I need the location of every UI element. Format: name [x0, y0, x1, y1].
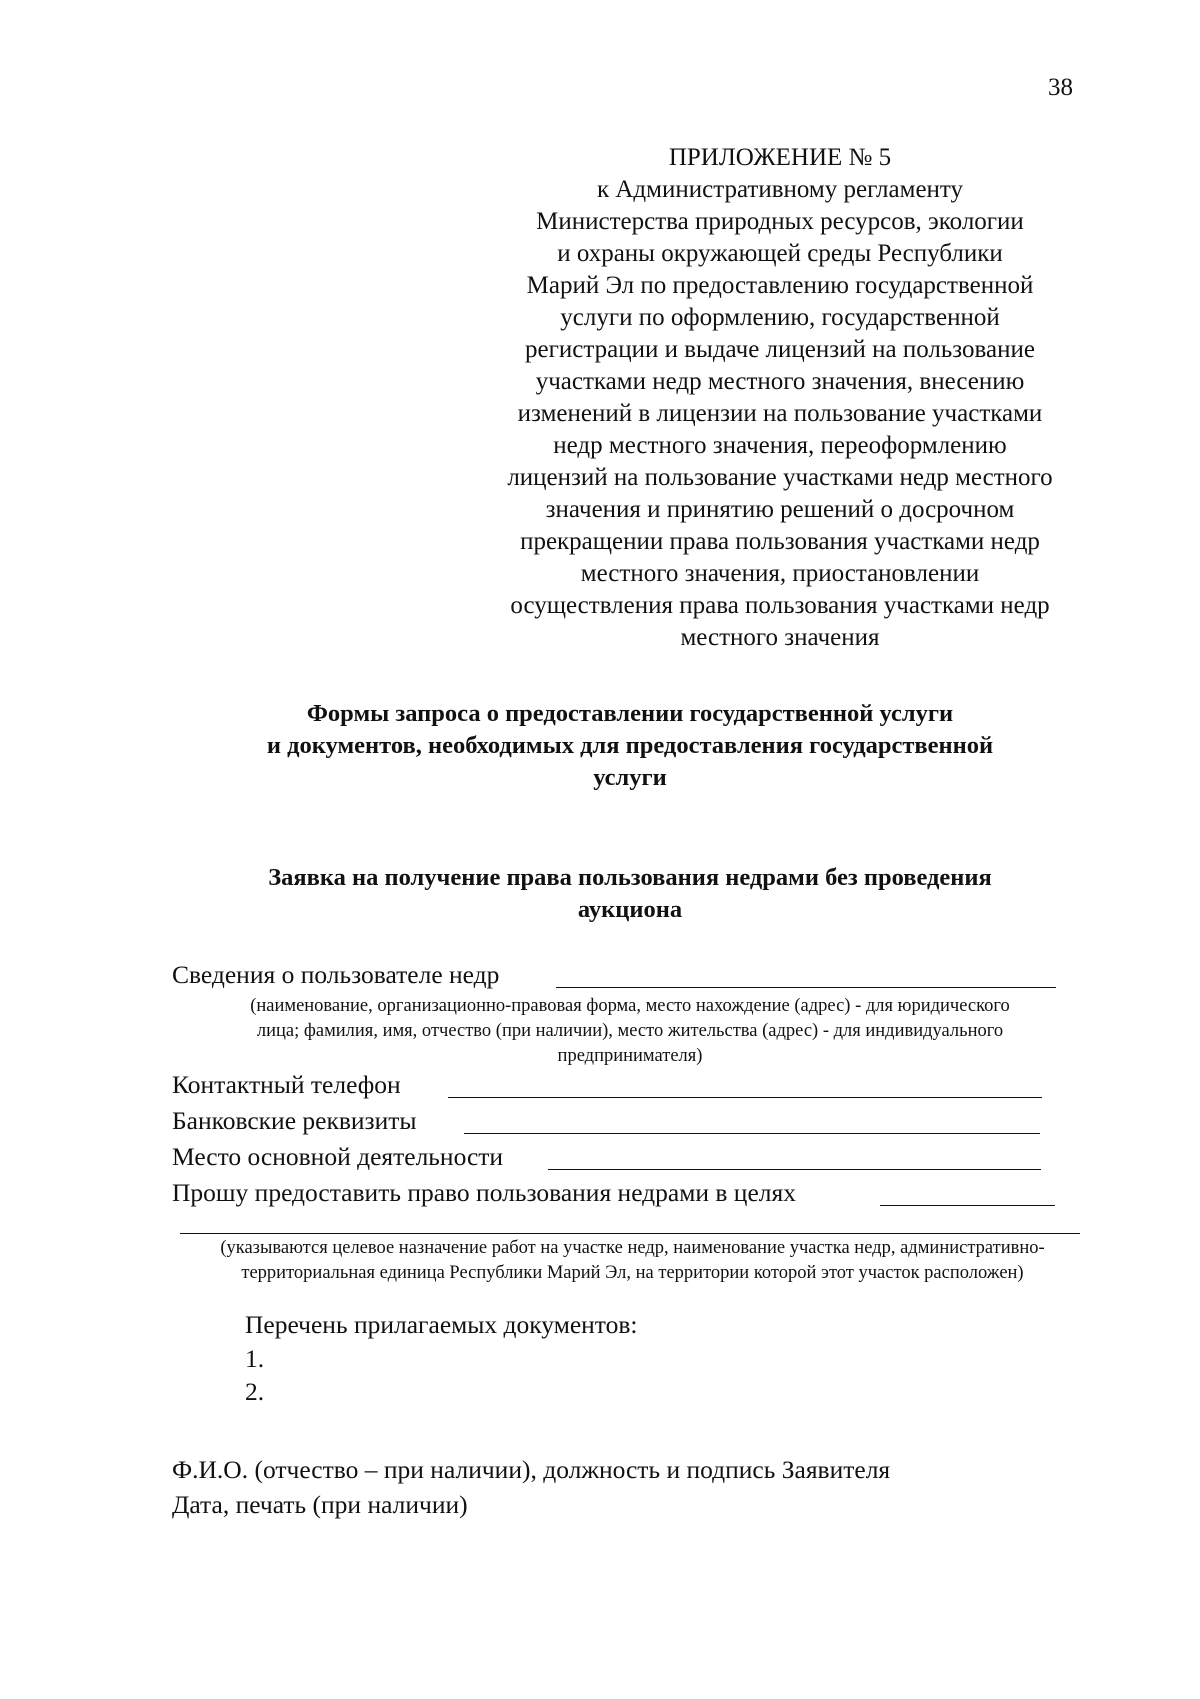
hint-line: (наименование, организационно-правовая форма, место нахождение (адрес) - для юридического: [250, 996, 1010, 1016]
appendix-line: осуществления права пользования участками недр: [510, 592, 1050, 619]
appendix-line: недр местного значения, переоформлению: [553, 432, 1007, 459]
appendix-line: прекращении права пользования участками недр: [520, 528, 1040, 555]
forms-title-line: Формы запроса о предоставлении государственной услуги: [306, 700, 954, 727]
phone-label: Контактный телефон: [172, 1070, 401, 1099]
appendix-line: Министерства природных ресурсов, экологии: [536, 208, 1024, 235]
appendix-line: к Административному регламенту: [596, 176, 964, 203]
purpose-input-line[interactable]: [880, 1205, 1055, 1206]
activity-input-line[interactable]: [548, 1169, 1041, 1170]
appendix-line: услуги по оформлению, государственной: [560, 304, 1000, 331]
hint-line: (указываются целевое назначение работ на участке недр, наименование участка недр, административно-: [220, 1238, 1045, 1258]
page-number: 38: [1048, 74, 1073, 101]
appendix-line: и охраны окружающей среды Республики: [557, 240, 1003, 267]
hint-line: лица; фамилия, имя, отчество (при наличии), место жительства (адрес) - для индивидуального: [256, 1021, 1004, 1041]
hint-line: территориальная единица Республики Марий Эл, на территории которой этот участок расположен): [241, 1263, 1024, 1283]
activity-label: Место основной деятельности: [172, 1142, 504, 1171]
purpose-continuation-line[interactable]: [180, 1233, 1080, 1234]
date-stamp-line: Дата, печать (при наличии): [172, 1490, 468, 1519]
appendix-line: значения и принятию решений о досрочном: [545, 496, 1015, 523]
bank-input-line[interactable]: [464, 1133, 1040, 1134]
appendix-line: Марий Эл по предоставлению государственной: [526, 272, 1034, 299]
application-title: [170, 862, 1090, 926]
application-title-line: аукциона: [577, 896, 683, 923]
forms-title-line: и документов, необходимых для предоставления государственной: [266, 732, 994, 759]
appendix-line: участками недр местного значения, внесению: [535, 368, 1025, 395]
phone-input-line[interactable]: [448, 1097, 1042, 1098]
appendix-line: ПРИЛОЖЕНИЕ № 5: [668, 144, 892, 171]
appendix-line: лицензий на пользование участками недр местного: [507, 464, 1053, 491]
document-item: 1.: [245, 1344, 265, 1373]
user-info-hint: [160, 994, 1100, 1069]
hint-line: предпринимателя): [557, 1046, 703, 1066]
forms-title: [170, 698, 1090, 794]
appendix-line: местного значения: [680, 624, 880, 651]
user-info-input-line[interactable]: [556, 987, 1056, 988]
appendix-header: [455, 142, 1105, 654]
purpose-hint: [165, 1236, 1100, 1286]
user-info-label: Сведения о пользователе недр: [172, 960, 500, 989]
appendix-line: регистрации и выдаче лицензий на пользование: [525, 336, 1035, 363]
application-title-line: Заявка на получение права пользования недрами без проведения: [268, 864, 992, 891]
document-item: 2.: [245, 1377, 265, 1406]
bank-label: Банковские реквизиты: [172, 1106, 417, 1135]
appendix-line: изменений в лицензии на пользование участками: [517, 400, 1043, 427]
signature-line: Ф.И.О. (отчество – при наличии), должность и подпись Заявителя: [172, 1455, 891, 1484]
purpose-label: Прошу предоставить право пользования недрами в целях: [172, 1178, 796, 1207]
forms-title-line: услуги: [593, 764, 667, 791]
documents-label: Перечень прилагаемых документов:: [245, 1310, 638, 1339]
appendix-line: местного значения, приостановлении: [580, 560, 980, 587]
